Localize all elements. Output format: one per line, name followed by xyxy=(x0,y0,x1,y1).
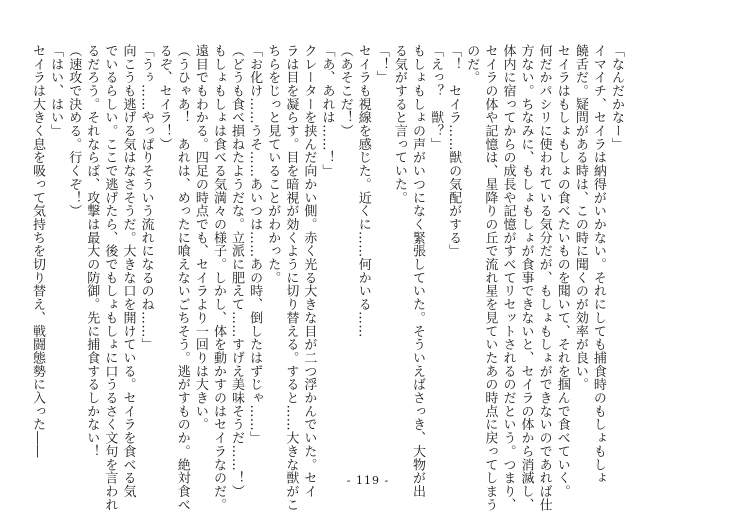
text-line: 体内に宿ってからの成長や記憶がすべてリセットされるのだという。つまり、 xyxy=(500,44,516,512)
text-line: 遠目でもわかる。四足の時点でも、セイラより一回りは大きい。 xyxy=(192,44,208,432)
text-line: のだ。 xyxy=(464,44,480,85)
text-line: 「！ セイラ……獣の気配がする」 xyxy=(446,44,462,258)
text-line: 「あ、あれは……！」 xyxy=(319,44,335,178)
text-line: セイラはもしょもしょの食べたいものを聞いて、それを掴んで食べていく。 xyxy=(554,44,570,498)
text-line: セイラも視線を感じた。近くに……何かいる…… xyxy=(355,44,371,338)
text-line: （うひゃあ！ あれは、めったに喰えないごちそう。逃がすものか。絶対食べ xyxy=(174,44,190,512)
text-line: 方ない。ちなみに、もしょもしょが食事できないと、セイラの体から消滅し、 xyxy=(518,44,534,512)
text-line: 饒舌だ。疑問がある時は、この時に聞くのが効率が良い。 xyxy=(572,44,588,392)
page-number: - 119 - xyxy=(346,474,390,487)
text-line: 「うぅ……やっぱりそういう流れになるのね……」 xyxy=(138,44,154,352)
text-line: もしょもしょの声がいつになく緊張していた。そういえばさっき、大物が出 xyxy=(409,44,425,498)
text-line: 「はい、はい」 xyxy=(48,44,64,138)
text-line: る気がすると言っていた。 xyxy=(391,44,407,205)
text-line: るだろう。それならば、攻撃は最大の防御。先に捕食するしかない！ xyxy=(84,44,100,458)
text-line: セイラは大きく息を吸って気持ちを切り替え、戦闘態勢に入った―― xyxy=(30,44,45,458)
text-line: ラは目を凝らす。目を暗視が効くように切り替える。すると……大きな獣がこ xyxy=(283,44,299,512)
text-line: 「えっ？ 獣？」 xyxy=(428,44,444,151)
text-line: 「！」 xyxy=(373,44,389,85)
text-line: 「お化け……うそ……あいつは……あの時、倒したはずじゃ……」 xyxy=(247,44,263,445)
text-line: るぞ、セイラ！） xyxy=(156,44,172,151)
text-line: 「なんだかなー」 xyxy=(609,44,624,151)
text-line: セイラの体や記憶は、星降りの丘で流れ星を見ていたあの時点に戻ってしまう xyxy=(482,44,498,512)
text-line: クレーターを挟んだ向かい側。赤く光る大きな目が二つ浮かんでいた。セイ xyxy=(301,44,317,498)
text-line: （速攻で決める。行くぞ！） xyxy=(66,44,82,218)
text-line: ちらをじっと見ていることがわかった。 xyxy=(265,44,281,285)
text-line: でいるらしい。ここで逃げたら、後でもしょもしょに口うるさく文句を言われ xyxy=(102,44,118,512)
text-line: 何だかパシリに使われている気分だが、もしょもしょができないのであれば仕 xyxy=(536,44,552,512)
text-line: （どうも食べ損ねたようだな。立派に肥えて……すげえ美味そうだ……！） xyxy=(229,44,245,498)
text-line: 向こうも逃げる気はなさそうだ。大きな口を開けている。セイラを食べる気 xyxy=(120,44,136,498)
text-line: （あそこだ！） xyxy=(337,44,353,138)
text-line: イマイチ、セイラは納得がいかない。それにしても捕食時のもしょもしょ xyxy=(590,44,606,485)
text-line: もしょもしょは食べる気満々の様子。しかし、体を動かすのはセイラなのだ。 xyxy=(210,44,226,512)
